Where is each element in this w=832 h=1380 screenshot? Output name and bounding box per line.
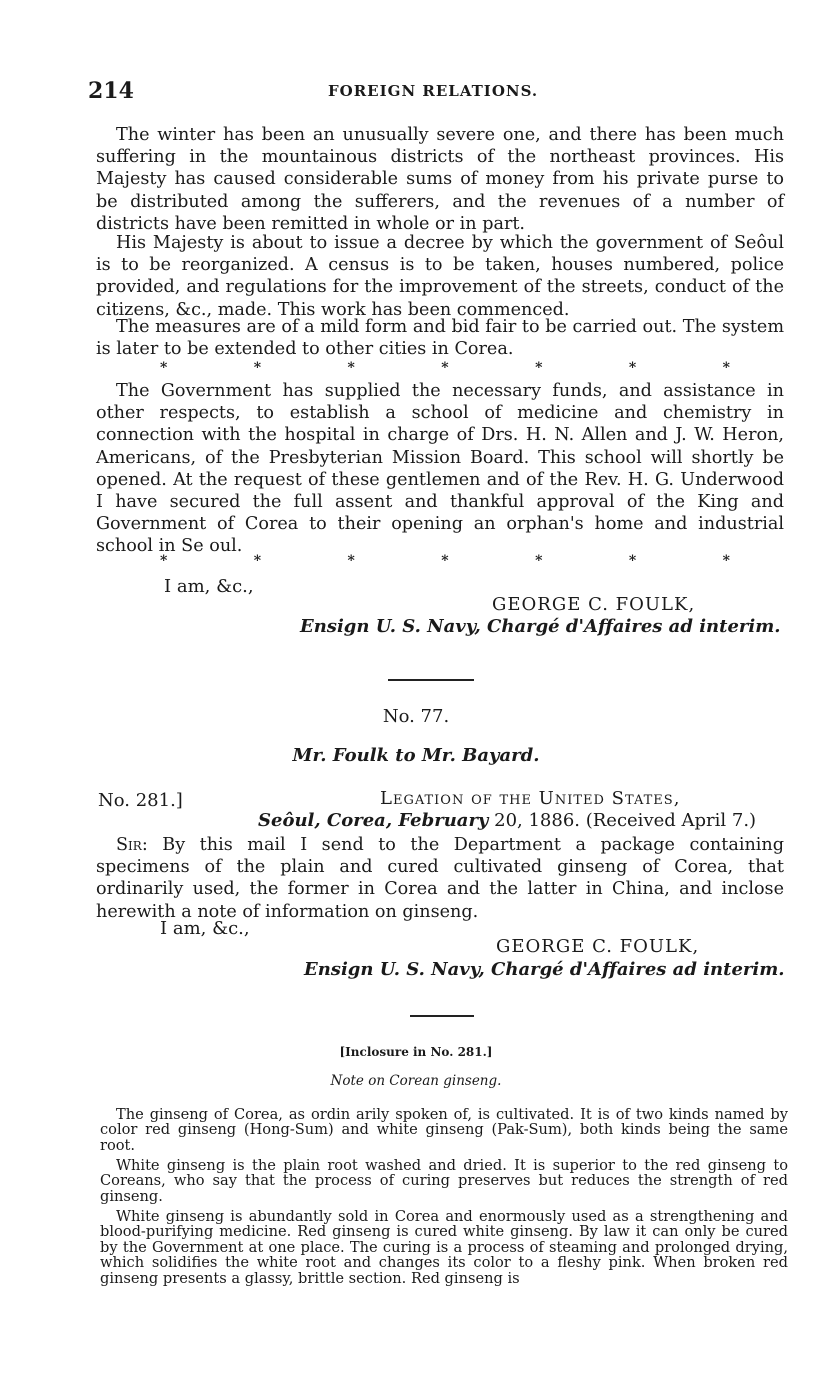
paragraph-school: The Government has supplied the necessary funds, and assistance in other respects, to establish a school of medicine and chemistry in connection with the hospital in charge of Drs. H. N. Allen and J. W. Heron, Americans, of the Presbyterian Mission Board. This school will shortly be opened. At the request of these gentlemen and of the Rev. H. G. Underwood I have secured the full assent and thankful approval of the King and Government of Corea to their opening an orphan's home and industrial school in Se oul. bbox=[96, 381, 784, 557]
dateline-place: Seôul, Corea, February bbox=[258, 810, 489, 831]
asterisk: * bbox=[722, 360, 730, 376]
dateline bbox=[258, 810, 756, 831]
asterisk: * bbox=[347, 360, 355, 376]
salutation: Sir bbox=[116, 835, 142, 855]
document-subtitle: Mr. Foulk to Mr. Bayard. bbox=[292, 745, 540, 766]
document-number: No. 77. bbox=[382, 706, 450, 727]
asterisk: * bbox=[535, 553, 543, 569]
dispatch-number: No. 281.] bbox=[98, 790, 183, 811]
inclosure-paragraph-1: The ginseng of Corea, as ordin arily spoken of, is cultivated. It is of two kinds named by color red ginseng (Hong-Sum) and white ginseng (Pak-Sum), both kinds being the same root. bbox=[100, 1106, 788, 1154]
asterisk: * bbox=[628, 553, 637, 569]
paragraph-decree: His Majesty is about to issue a decree by which the government of Seôul is to be reorganized. A census is to be taken, houses numbered, police provided, and regulations for the improvement of the streets, conduct of the citizens, &c., made. This work has been commenced. bbox=[96, 233, 784, 320]
section-divider bbox=[410, 1015, 474, 1017]
signer-name-2: GEORGE C. FOULK, bbox=[496, 936, 700, 957]
asterism-1 bbox=[160, 360, 730, 376]
asterisk: * bbox=[160, 553, 168, 569]
asterisk: * bbox=[441, 360, 449, 376]
inclosure-heading: [Inclosure in No. 281.] bbox=[339, 1045, 493, 1059]
signer-title-1: Ensign U. S. Navy, Chargé d'Affaires ad interim. bbox=[300, 616, 781, 637]
asterisk: * bbox=[160, 360, 168, 376]
inclosure-title: Note on Corean ginseng. bbox=[330, 1073, 502, 1089]
asterisk: * bbox=[722, 553, 730, 569]
letter-text: : By this mail I send to the Department a package containing specimens of the plain and cured cultivated ginseng of Corea, that ordinarily used, the former in Corea and the latter in China, and inclose herewith a note of information on ginseng. bbox=[96, 835, 784, 922]
asterisk: * bbox=[347, 553, 355, 569]
paragraph-winter: The winter has been an unusually severe one, and there has been much suffering in the mountainous districts of the northeast provinces. His Majesty has caused considerable sums of money from his private purse to be distributed among the sufferers, and the revenues of a number of districts have been remitted in whole or in part. bbox=[96, 125, 784, 234]
inclosure-paragraph-2: White ginseng is the plain root washed and dried. It is superior to the red ginseng to Coreans, who say that the process of curing preserves but reduces the strength of red ginseng. bbox=[100, 1157, 788, 1205]
asterism-2 bbox=[160, 553, 730, 569]
closing-1: I am, &c., bbox=[164, 576, 254, 597]
page-number: 214 bbox=[88, 78, 134, 104]
asterisk: * bbox=[253, 553, 262, 569]
section-divider bbox=[388, 679, 474, 681]
running-title: FOREIGN RELATIONS. bbox=[328, 82, 539, 100]
inclosure-paragraph-3: White ginseng is abundantly sold in Corea and enormously used as a strengthening and blood-purifying medicine. Red ginseng is cured white ginseng. By law it can only be cured by the Government at one place. The curing is a process of steaming and prolonged drying, which solidifies the white root and changes its color to a fleshy pink. When broken red ginseng presents a glassy, brittle section. Red ginseng is bbox=[100, 1208, 788, 1287]
letter-body bbox=[96, 834, 784, 923]
asterisk: * bbox=[535, 360, 543, 376]
page-header bbox=[88, 78, 788, 106]
dateline-date: 20, 1886. (Received April 7.) bbox=[494, 810, 757, 831]
asterisk: * bbox=[441, 553, 449, 569]
paragraph-measures: The measures are of a mild form and bid fair to be carried out. The system is later to be extended to other cities in Corea. bbox=[96, 317, 784, 360]
legation-heading: Legation of the United States, bbox=[380, 788, 681, 809]
signer-name-1: GEORGE C. FOULK, bbox=[492, 594, 696, 615]
asterisk: * bbox=[253, 360, 262, 376]
asterisk: * bbox=[628, 360, 637, 376]
signer-title-2: Ensign U. S. Navy, Chargé d'Affaires ad interim. bbox=[304, 959, 785, 980]
closing-2: I am, &c., bbox=[160, 918, 250, 939]
